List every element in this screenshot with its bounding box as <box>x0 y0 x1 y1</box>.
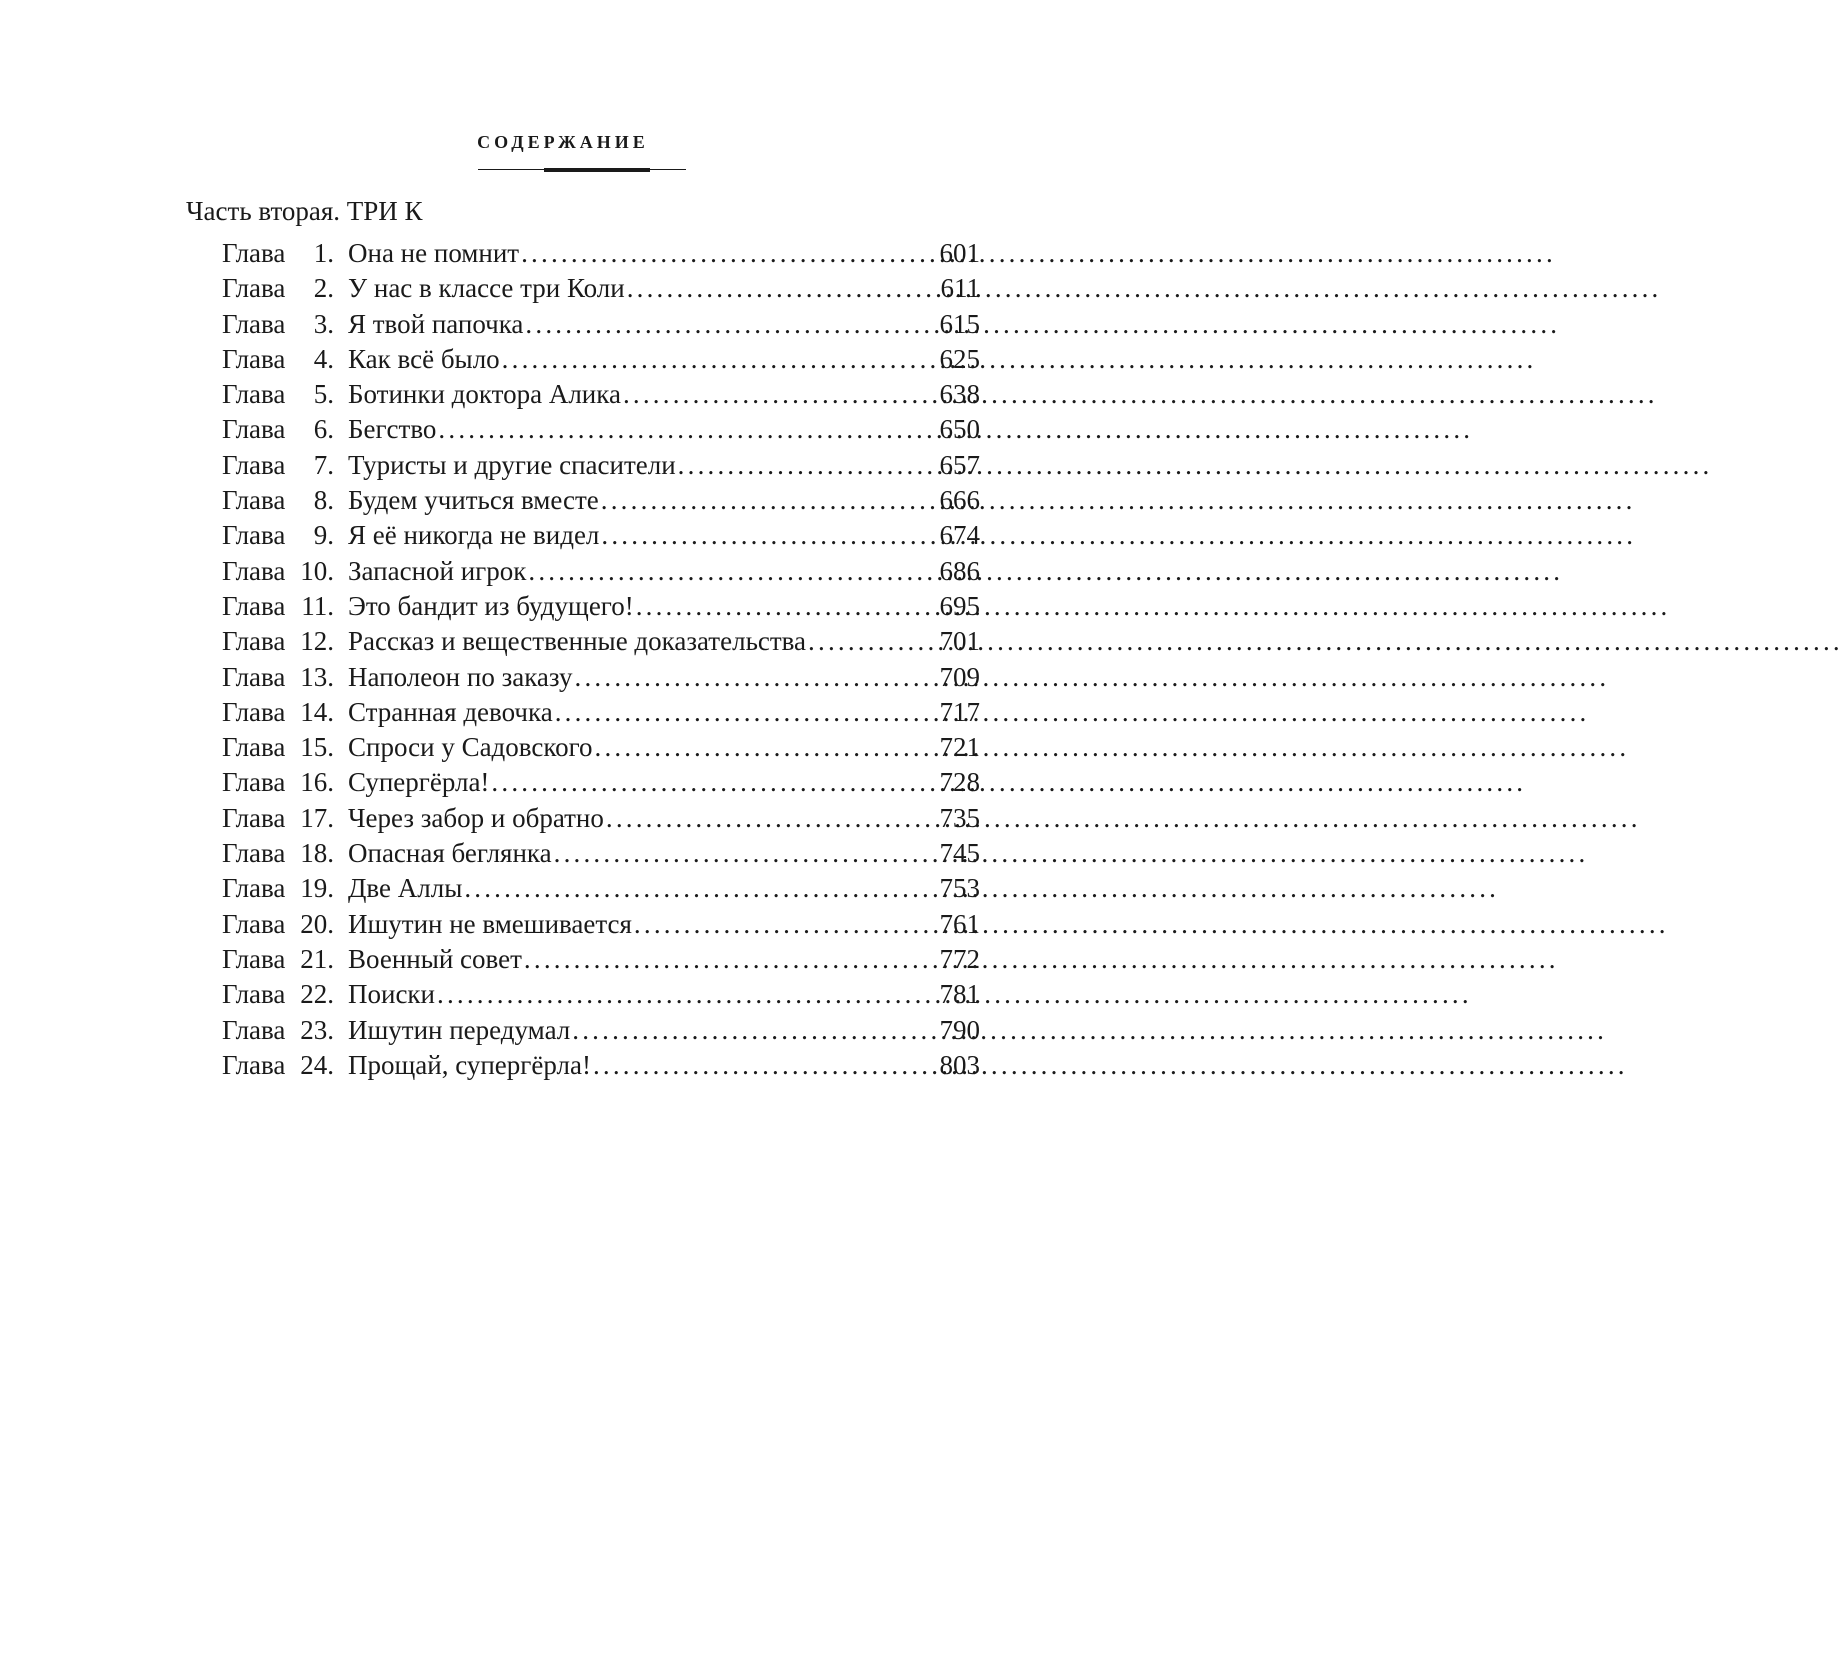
chapter-word: Глава <box>222 661 286 692</box>
chapter-word: Глава <box>222 732 286 763</box>
chapter-number: 22. <box>300 979 334 1010</box>
chapter-title: Будем учиться вместе <box>348 485 599 516</box>
chapter-number: 3. <box>313 308 334 339</box>
chapter-word: Глава <box>222 626 286 657</box>
chapter-word: Глава <box>222 485 286 516</box>
chapter-title: Наполеон по заказу <box>348 661 573 692</box>
chapter-page-number: 674 <box>939 520 980 551</box>
chapter-number: 20. <box>300 908 334 939</box>
chapter-word: Глава <box>222 520 286 551</box>
chapter-title: Военный совет <box>348 943 522 974</box>
dot-leader <box>502 342 938 377</box>
chapter-number: 18. <box>300 838 334 869</box>
dot-leader <box>575 660 938 695</box>
chapter-number: 10. <box>300 555 334 586</box>
chapter-number: 11. <box>301 590 334 621</box>
chapter-word: Глава <box>222 979 286 1010</box>
heading-rule-accent <box>544 168 650 172</box>
chapter-word: Глава <box>222 873 286 904</box>
chapter-number: 17. <box>300 802 334 833</box>
dot-leader <box>636 589 938 624</box>
chapter-title: Поиски <box>348 979 435 1010</box>
toc-entry <box>222 730 980 765</box>
toc-entry <box>222 660 980 695</box>
toc-entry <box>222 624 980 659</box>
chapter-title: У нас в классе три Коли <box>348 273 625 304</box>
chapter-page-number: 615 <box>939 308 980 339</box>
chapter-number: 14. <box>300 696 334 727</box>
chapter-page-number: 717 <box>939 696 980 727</box>
dot-leader <box>437 977 938 1012</box>
chapter-page-number: 781 <box>939 979 980 1010</box>
chapter-word: Глава <box>222 449 286 480</box>
dot-leader <box>521 236 937 271</box>
chapter-title: Ботинки доктора Алика <box>348 379 621 410</box>
chapter-number: 21. <box>300 943 334 974</box>
chapter-word: Глава <box>222 767 286 798</box>
chapter-number: 8. <box>313 485 334 516</box>
chapter-number: 9. <box>313 520 334 551</box>
chapter-title: Две Аллы <box>348 873 463 904</box>
chapter-page-number: 728 <box>939 767 980 798</box>
dot-leader <box>491 765 937 800</box>
toc-entry <box>222 236 980 271</box>
chapter-word: Глава <box>222 943 286 974</box>
toc-entry <box>222 483 980 518</box>
toc-entry <box>222 271 980 306</box>
dot-leader <box>525 307 937 342</box>
chapter-word: Глава <box>222 802 286 833</box>
chapter-title: Я её никогда не видел <box>348 520 600 551</box>
chapter-page-number: 601 <box>939 238 980 268</box>
chapter-title: Я твой папочка <box>348 308 524 339</box>
chapter-number: 15. <box>300 732 334 763</box>
chapter-page-number: 666 <box>939 485 980 516</box>
dot-leader <box>627 271 939 306</box>
dot-leader <box>554 836 938 871</box>
chapter-title: Прощай, супергёрла! <box>348 1049 591 1080</box>
toc-entry <box>222 801 980 836</box>
dot-leader <box>634 907 938 942</box>
dot-leader <box>808 624 937 659</box>
chapter-title: Странная девочка <box>348 696 553 727</box>
chapter-title: Это бандит из будущего! <box>348 590 634 621</box>
chapter-word: Глава <box>222 343 286 374</box>
chapter-page-number: 709 <box>939 661 980 692</box>
toc-entry <box>222 307 980 342</box>
toc-entry <box>222 377 980 412</box>
chapter-word: Глава <box>222 696 286 727</box>
chapter-title: Туристы и другие спасители <box>348 449 676 480</box>
toc-entry <box>222 871 980 906</box>
chapter-word: Глава <box>222 590 286 621</box>
chapter-word: Глава <box>222 1014 286 1045</box>
chapter-word: Глава <box>222 414 286 445</box>
chapter-title: Спроси у Садовского <box>348 732 593 763</box>
dot-leader <box>595 730 938 765</box>
chapter-title: Ишутин передумал <box>348 1014 571 1045</box>
chapter-page-number: 650 <box>939 414 980 445</box>
chapter-page-number: 611 <box>940 273 980 304</box>
chapter-title: Опасная беглянка <box>348 838 552 869</box>
chapter-page-number: 625 <box>939 343 980 374</box>
chapter-page-number: 761 <box>939 908 980 939</box>
dot-leader <box>524 942 938 977</box>
toc-entry <box>222 589 980 624</box>
toc-entry <box>222 412 980 447</box>
toc-entry <box>222 518 980 553</box>
chapter-page-number: 772 <box>939 943 980 974</box>
dot-leader <box>623 377 938 412</box>
chapter-page-number: 721 <box>939 732 980 763</box>
toc-entry <box>222 1013 980 1048</box>
chapter-title: Ишутин не вмешивается <box>348 908 632 939</box>
chapter-word: Глава <box>222 308 286 339</box>
chapter-title: Через забор и обратно <box>348 802 604 833</box>
chapter-word: Глава <box>222 908 286 939</box>
dot-leader <box>601 483 938 518</box>
chapter-page-number: 745 <box>939 838 980 869</box>
chapter-title: Как всё было <box>348 343 500 374</box>
chapter-page-number: 790 <box>939 1014 980 1045</box>
dot-leader <box>438 412 937 447</box>
chapter-page-number: 695 <box>939 590 980 621</box>
toc-entry <box>222 342 980 377</box>
dot-leader <box>572 1013 937 1048</box>
dot-leader <box>606 801 938 836</box>
dot-leader <box>601 518 937 553</box>
chapter-word: Глава <box>222 555 286 586</box>
chapter-page-number: 686 <box>939 555 980 586</box>
part-title: Часть вторая. ТРИ К <box>186 196 423 226</box>
chapter-number: 5. <box>313 379 334 410</box>
chapter-word: Глава <box>222 1049 286 1080</box>
chapter-page-number: 803 <box>939 1049 980 1080</box>
chapter-word: Глава <box>222 838 286 869</box>
toc-entry <box>222 765 980 800</box>
toc-entry <box>222 942 980 977</box>
chapter-page-number: 735 <box>939 802 980 833</box>
chapter-page-number: 638 <box>939 379 980 410</box>
chapter-title: Супергёрла! <box>348 767 490 798</box>
chapter-title: Рассказ и вещественные доказательства <box>348 626 807 657</box>
dot-leader <box>528 554 937 589</box>
chapter-number: 12. <box>300 626 334 657</box>
chapter-number: 13. <box>300 661 334 692</box>
chapter-number: 23. <box>300 1014 334 1045</box>
chapter-number: 7. <box>313 449 334 480</box>
chapter-page-number: 753 <box>939 873 980 904</box>
toc-entry <box>222 554 980 589</box>
chapter-number: 1. <box>313 238 334 268</box>
dot-leader <box>593 1048 938 1083</box>
dot-leader <box>464 871 937 906</box>
toc-entry <box>222 977 980 1012</box>
chapter-title: Она не помнит <box>348 238 520 268</box>
table-of-contents <box>222 236 980 1083</box>
toc-entry <box>222 1048 980 1083</box>
contents-heading: СОДЕРЖАНИЕ <box>477 132 649 152</box>
chapter-title: Бегство <box>348 414 437 445</box>
chapter-number: 19. <box>300 873 334 904</box>
chapter-number: 16. <box>300 767 334 798</box>
chapter-word: Глава <box>222 379 286 410</box>
toc-entry <box>222 695 980 730</box>
toc-entry <box>222 836 980 871</box>
chapter-word: Глава <box>222 238 286 268</box>
toc-entry <box>222 907 980 942</box>
chapter-word: Глава <box>222 273 286 304</box>
dot-leader <box>555 695 938 730</box>
chapter-page-number: 657 <box>939 449 980 480</box>
chapter-number: 24. <box>300 1049 334 1080</box>
chapter-number: 2. <box>313 273 334 304</box>
chapter-title: Запасной игрок <box>348 555 527 586</box>
toc-entry <box>222 448 980 483</box>
chapter-number: 4. <box>313 343 334 374</box>
chapter-page-number: 701 <box>939 626 980 657</box>
chapter-number: 6. <box>313 414 334 445</box>
dot-leader <box>678 448 938 483</box>
